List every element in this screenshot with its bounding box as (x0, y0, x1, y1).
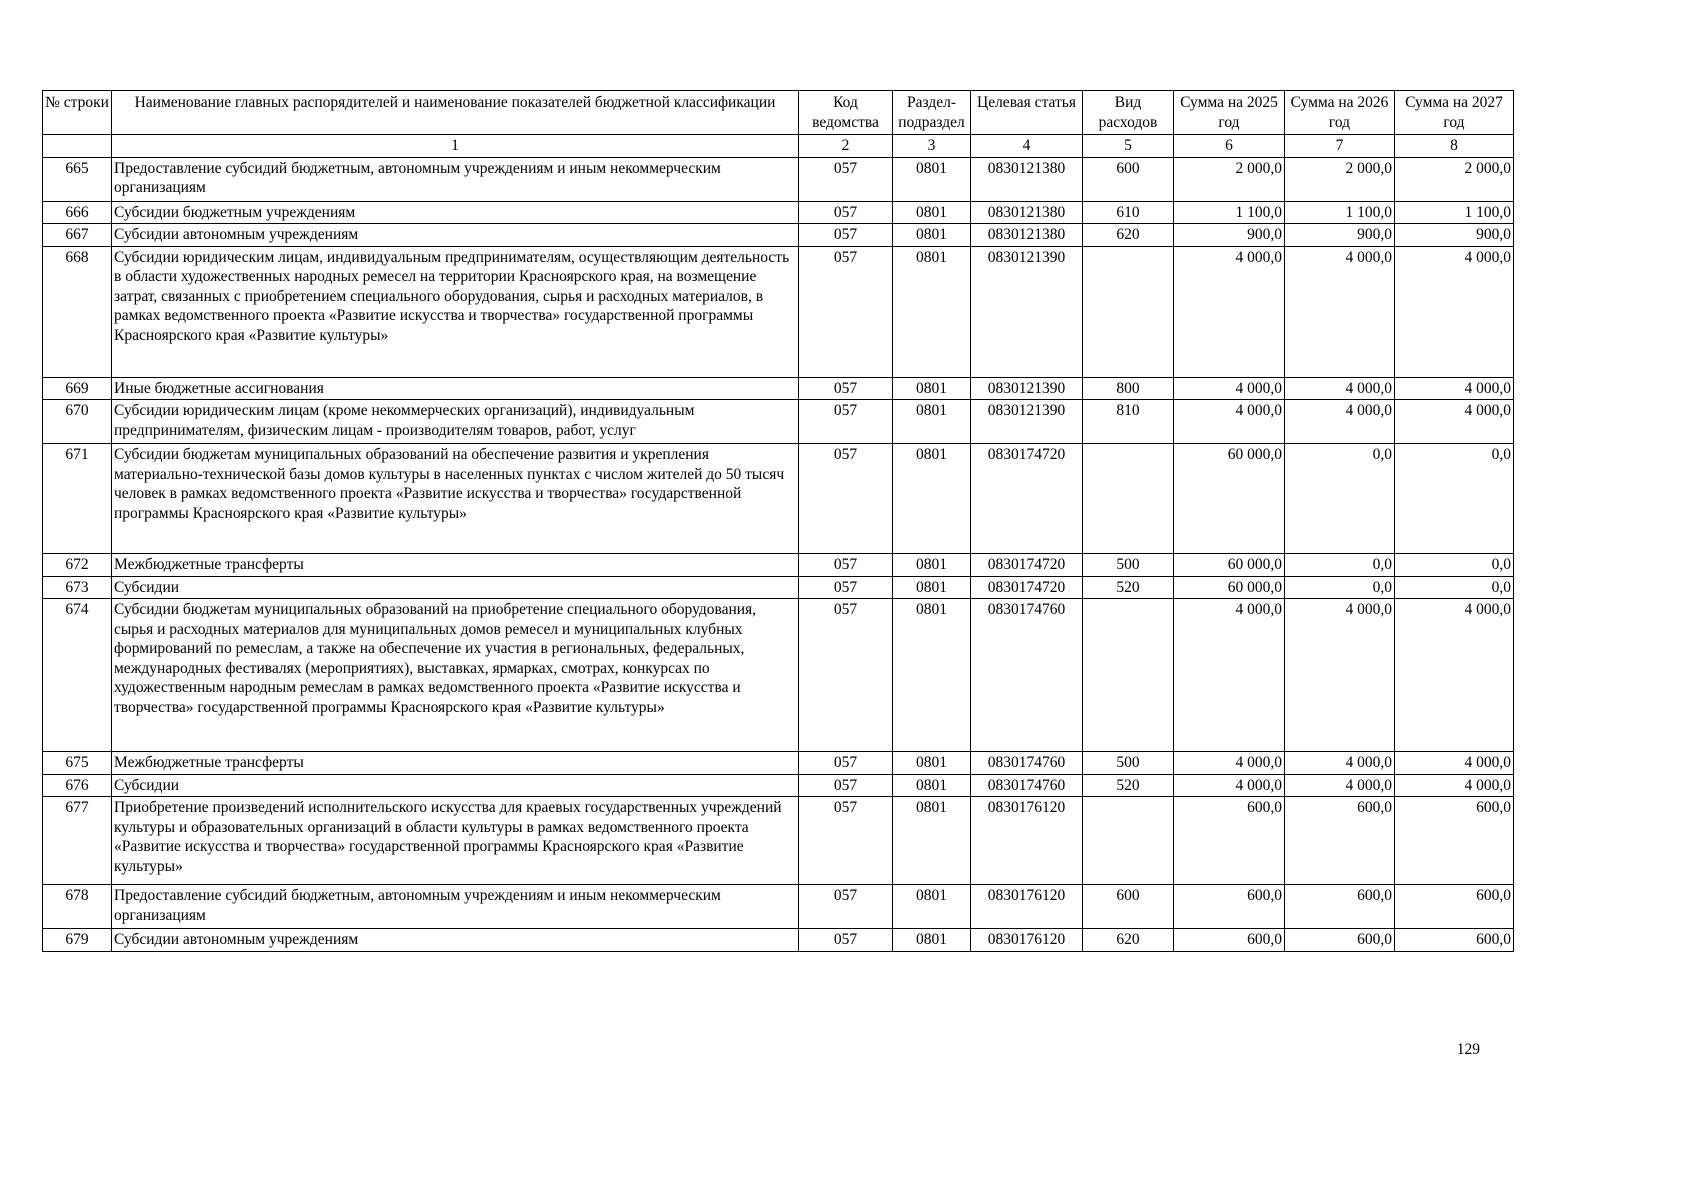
row-number: 672 (43, 554, 112, 577)
sum-2027: 0,0 (1395, 554, 1514, 577)
sum-2025: 4 000,0 (1174, 752, 1285, 775)
table-row (43, 554, 1514, 577)
column-index: 2 (799, 135, 893, 158)
row-number: 669 (43, 377, 112, 400)
sum-2027: 4 000,0 (1395, 599, 1514, 752)
section-code: 0801 (893, 400, 971, 444)
table-row (43, 444, 1514, 554)
section-code: 0801 (893, 929, 971, 952)
header-row (43, 91, 1514, 135)
row-number: 673 (43, 576, 112, 599)
row-number: 670 (43, 400, 112, 444)
column-index: 4 (971, 135, 1083, 158)
row-number: 674 (43, 599, 112, 752)
row-number: 666 (43, 201, 112, 224)
row-name: Субсидии (112, 774, 799, 797)
row-name: Субсидии бюджетам муниципальных образований на приобретение специального оборудования, сырья и расходных материалов для муниципальных домов ремесел и муниципальных клубных формирований по ремеслам, а также на обеспечение их участия в региональных, федеральных, международных фестивалях (мероприятиях), выставках, ярмарках, смотрах, конкурсах по художественным народным ремеслам в рамках ведомственного проекта «Развитие искусства и творчества» государственной программы Красноярского края «Развитие культуры» (112, 599, 799, 752)
target-article: 0830174720 (971, 444, 1083, 554)
sum-2026: 0,0 (1285, 576, 1395, 599)
sum-2025: 900,0 (1174, 224, 1285, 247)
sum-2027: 600,0 (1395, 797, 1514, 885)
row-name: Межбюджетные трансферты (112, 752, 799, 775)
dept-code: 057 (799, 774, 893, 797)
header-name: Наименование главных распорядителей и наименование показателей бюджетной классификации (112, 91, 799, 135)
table-row (43, 224, 1514, 247)
header-sum-2027: Сумма на 2027 год (1395, 91, 1514, 135)
sum-2026: 4 000,0 (1285, 752, 1395, 775)
sum-2026: 0,0 (1285, 554, 1395, 577)
sum-2027: 600,0 (1395, 929, 1514, 952)
table-row (43, 400, 1514, 444)
expense-type: 620 (1083, 224, 1174, 247)
section-code: 0801 (893, 157, 971, 201)
sum-2025: 4 000,0 (1174, 774, 1285, 797)
expense-type: 520 (1083, 576, 1174, 599)
target-article: 0830121390 (971, 246, 1083, 377)
target-article: 0830121380 (971, 157, 1083, 201)
sum-2026: 4 000,0 (1285, 246, 1395, 377)
expense-type: 620 (1083, 929, 1174, 952)
sum-2026: 600,0 (1285, 885, 1395, 929)
sum-2025: 600,0 (1174, 797, 1285, 885)
row-name: Субсидии (112, 576, 799, 599)
section-code: 0801 (893, 554, 971, 577)
dept-code: 057 (799, 576, 893, 599)
sum-2025: 60 000,0 (1174, 576, 1285, 599)
sum-2026: 4 000,0 (1285, 774, 1395, 797)
table-row (43, 157, 1514, 201)
budget-table (42, 90, 1514, 952)
sum-2026: 1 100,0 (1285, 201, 1395, 224)
target-article: 0830174720 (971, 576, 1083, 599)
expense-type (1083, 444, 1174, 554)
row-name: Субсидии юридическим лицам (кроме некоммерческих организаций), индивидуальным предпринимателям, физическим лицам - производителям товаров, работ, услуг (112, 400, 799, 444)
target-article: 0830174760 (971, 599, 1083, 752)
target-article: 0830174760 (971, 774, 1083, 797)
table-row (43, 885, 1514, 929)
sum-2027: 4 000,0 (1395, 377, 1514, 400)
section-code: 0801 (893, 201, 971, 224)
row-number: 668 (43, 246, 112, 377)
header-section: Раздел-подраздел (893, 91, 971, 135)
dept-code: 057 (799, 377, 893, 400)
row-name: Приобретение произведений исполнительского искусства для краевых государственных учреждений культуры и образовательных организаций в области культуры в рамках ведомственного проекта «Развитие искусства и творчества» государственной программы Красноярского края «Развитие культуры» (112, 797, 799, 885)
row-number: 678 (43, 885, 112, 929)
sum-2025: 600,0 (1174, 885, 1285, 929)
header-expense-type: Вид расходов (1083, 91, 1174, 135)
column-index: 8 (1395, 135, 1514, 158)
table-row (43, 929, 1514, 952)
row-number: 665 (43, 157, 112, 201)
target-article: 0830121390 (971, 377, 1083, 400)
dept-code: 057 (799, 554, 893, 577)
expense-type: 600 (1083, 157, 1174, 201)
sum-2025: 60 000,0 (1174, 444, 1285, 554)
dept-code: 057 (799, 224, 893, 247)
header-row-number: № строки (43, 91, 112, 135)
dept-code: 057 (799, 157, 893, 201)
row-number: 671 (43, 444, 112, 554)
sum-2026: 4 000,0 (1285, 377, 1395, 400)
column-index: 3 (893, 135, 971, 158)
sum-2027: 4 000,0 (1395, 752, 1514, 775)
expense-type (1083, 599, 1174, 752)
section-code: 0801 (893, 797, 971, 885)
row-name: Межбюджетные трансферты (112, 554, 799, 577)
expense-type: 500 (1083, 554, 1174, 577)
sum-2027: 2 000,0 (1395, 157, 1514, 201)
header-sum-2025: Сумма на 2025 год (1174, 91, 1285, 135)
row-name: Субсидии бюджетным учреждениям (112, 201, 799, 224)
header-dept-code: Код ведомства (799, 91, 893, 135)
row-number: 679 (43, 929, 112, 952)
target-article: 0830174720 (971, 554, 1083, 577)
table-row (43, 599, 1514, 752)
expense-type: 810 (1083, 400, 1174, 444)
expense-type (1083, 246, 1174, 377)
sum-2025: 4 000,0 (1174, 400, 1285, 444)
expense-type: 500 (1083, 752, 1174, 775)
row-name: Иные бюджетные ассигнования (112, 377, 799, 400)
column-index: 1 (112, 135, 799, 158)
dept-code: 057 (799, 797, 893, 885)
sum-2027: 900,0 (1395, 224, 1514, 247)
dept-code: 057 (799, 929, 893, 952)
sum-2026: 4 000,0 (1285, 599, 1395, 752)
dept-code: 057 (799, 400, 893, 444)
dept-code: 057 (799, 752, 893, 775)
sum-2025: 1 100,0 (1174, 201, 1285, 224)
row-number: 676 (43, 774, 112, 797)
section-code: 0801 (893, 885, 971, 929)
expense-type: 520 (1083, 774, 1174, 797)
sum-2027: 600,0 (1395, 885, 1514, 929)
row-name: Субсидии автономным учреждениям (112, 224, 799, 247)
sum-2026: 900,0 (1285, 224, 1395, 247)
table-row (43, 774, 1514, 797)
dept-code: 057 (799, 444, 893, 554)
dept-code: 057 (799, 599, 893, 752)
sum-2027: 4 000,0 (1395, 246, 1514, 377)
column-index-blank (43, 135, 112, 158)
target-article: 0830176120 (971, 885, 1083, 929)
row-name: Субсидии юридическим лицам, индивидуальным предпринимателям, осуществляющим деятельность в области художественных народных ремесел на территории Красноярского края, на возмещение затрат, связанных с приобретением специального оборудования, сырья и расходных материалов, в рамках ведомственного проекта «Развитие искусства и творчества» государственной программы Красноярского края «Развитие культуры» (112, 246, 799, 377)
dept-code: 057 (799, 246, 893, 377)
table-row (43, 576, 1514, 599)
row-name: Субсидии бюджетам муниципальных образований на обеспечение развития и укрепления материально-технической базы домов культуры в населенных пунктах с числом жителей до 50 тысяч человек в рамках ведомственного проекта «Развитие искусства и творчества» государственной программы Красноярского края «Развитие культуры» (112, 444, 799, 554)
table-row (43, 797, 1514, 885)
column-index: 7 (1285, 135, 1395, 158)
sum-2027: 4 000,0 (1395, 774, 1514, 797)
sum-2027: 0,0 (1395, 576, 1514, 599)
column-index-row (43, 135, 1514, 158)
sum-2025: 2 000,0 (1174, 157, 1285, 201)
sum-2026: 600,0 (1285, 929, 1395, 952)
header-target-article: Целевая статья (971, 91, 1083, 135)
target-article: 0830176120 (971, 929, 1083, 952)
sum-2025: 60 000,0 (1174, 554, 1285, 577)
dept-code: 057 (799, 201, 893, 224)
sum-2025: 4 000,0 (1174, 377, 1285, 400)
table-row (43, 377, 1514, 400)
row-number: 667 (43, 224, 112, 247)
section-code: 0801 (893, 224, 971, 247)
table-row (43, 246, 1514, 377)
table-row (43, 752, 1514, 775)
sum-2025: 4 000,0 (1174, 599, 1285, 752)
section-code: 0801 (893, 774, 971, 797)
table-body (43, 157, 1514, 951)
sum-2025: 4 000,0 (1174, 246, 1285, 377)
section-code: 0801 (893, 576, 971, 599)
row-name: Предоставление субсидий бюджетным, автономным учреждениям и иным некоммерческим организациям (112, 885, 799, 929)
target-article: 0830121380 (971, 224, 1083, 247)
target-article: 0830121390 (971, 400, 1083, 444)
sum-2027: 4 000,0 (1395, 400, 1514, 444)
target-article: 0830176120 (971, 797, 1083, 885)
section-code: 0801 (893, 752, 971, 775)
column-index: 6 (1174, 135, 1285, 158)
sum-2026: 0,0 (1285, 444, 1395, 554)
table-row (43, 201, 1514, 224)
target-article: 0830174760 (971, 752, 1083, 775)
row-number: 675 (43, 752, 112, 775)
target-article: 0830121380 (971, 201, 1083, 224)
expense-type: 610 (1083, 201, 1174, 224)
expense-type (1083, 797, 1174, 885)
page-number: 129 (1456, 1041, 1480, 1058)
section-code: 0801 (893, 599, 971, 752)
section-code: 0801 (893, 444, 971, 554)
sum-2026: 2 000,0 (1285, 157, 1395, 201)
sum-2027: 1 100,0 (1395, 201, 1514, 224)
sum-2027: 0,0 (1395, 444, 1514, 554)
row-name: Предоставление субсидий бюджетным, автономным учреждениям и иным некоммерческим организациям (112, 157, 799, 201)
sum-2026: 4 000,0 (1285, 400, 1395, 444)
dept-code: 057 (799, 885, 893, 929)
sum-2025: 600,0 (1174, 929, 1285, 952)
row-name: Субсидии автономным учреждениям (112, 929, 799, 952)
row-number: 677 (43, 797, 112, 885)
section-code: 0801 (893, 377, 971, 400)
sum-2026: 600,0 (1285, 797, 1395, 885)
expense-type: 800 (1083, 377, 1174, 400)
expense-type: 600 (1083, 885, 1174, 929)
header-sum-2026: Сумма на 2026 год (1285, 91, 1395, 135)
section-code: 0801 (893, 246, 971, 377)
column-index: 5 (1083, 135, 1174, 158)
